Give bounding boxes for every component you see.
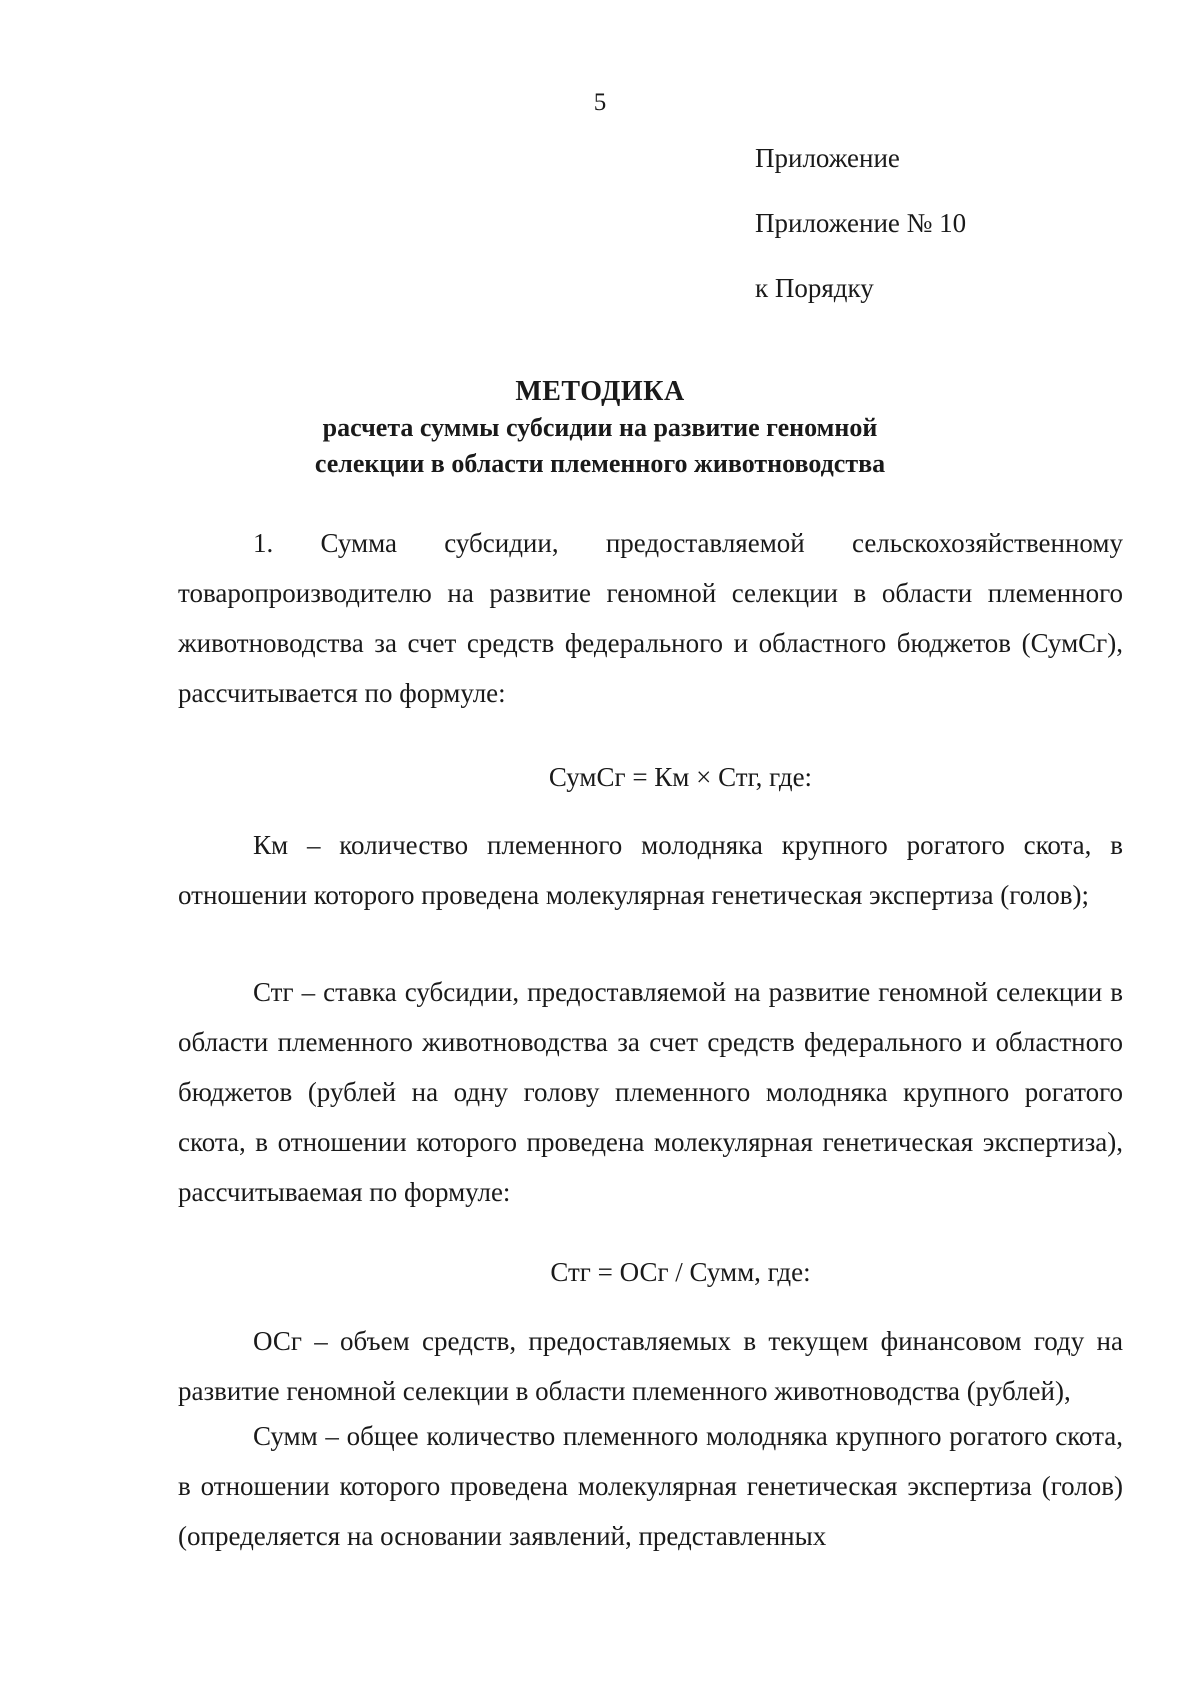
stg-definition [178,967,1123,1217]
appendix-label: Приложение [755,143,900,173]
page-number: 5 [593,89,607,116]
title-line-2: селекции в области племенного животноводства [314,449,886,478]
summ-definition [178,1411,1123,1561]
formula-1-text: СумСг = Км × Стг, где: [548,762,813,792]
appendix-reference-label: к Порядку [755,273,874,303]
summ-definition-text: Сумм – общее количество племенного молодняка крупного рогатого скота, в отношении которого проведена молекулярная генетическая экспертиза (голов) (определяется на основании заявлений, представленных [178,1421,1123,1551]
stg-definition-text: Стг – ставка субсидии, предоставляемой на развитие геномной селекции в области племенного животноводства за счет средств федерального и областного бюджетов (рублей на одну голову племенного молодняка крупного рогатого скота, в отношении которого проведена молекулярная генетическая экспертиза), рассчитываемая по формуле: [178,977,1123,1207]
osg-definition-text: ОСг – объем средств, предоставляемых в текущем финансовом году на развитие геномной селекции в области племенного животноводства (рублей), [178,1326,1123,1406]
formula-2-text: Стг = ОСг / Сумм, где: [550,1257,811,1287]
km-definition-text: Км – количество племенного молодняка крупного рогатого скота, в отношении которого проведена молекулярная генетическая экспертиза (голов); [178,830,1123,910]
km-definition [178,820,1123,920]
title-main: МЕТОДИКА [515,376,685,407]
appendix-number-label: Приложение № 10 [755,208,967,238]
paragraph-1 [178,518,1123,718]
osg-definition [178,1316,1123,1416]
paragraph-1-text: 1. Сумма субсидии, предоставляемой сельскохозяйственному товаропроизводителю на развитие геномной селекции в области племенного животноводства за счет средств федерального и областного бюджетов (СумСг), рассчитывается по формуле: [178,528,1123,708]
title-line-1: расчета суммы субсидии на развитие геномной [322,413,878,442]
formula-2 [178,1247,1123,1297]
document-title [0,374,1200,482]
formula-1 [178,752,1123,802]
